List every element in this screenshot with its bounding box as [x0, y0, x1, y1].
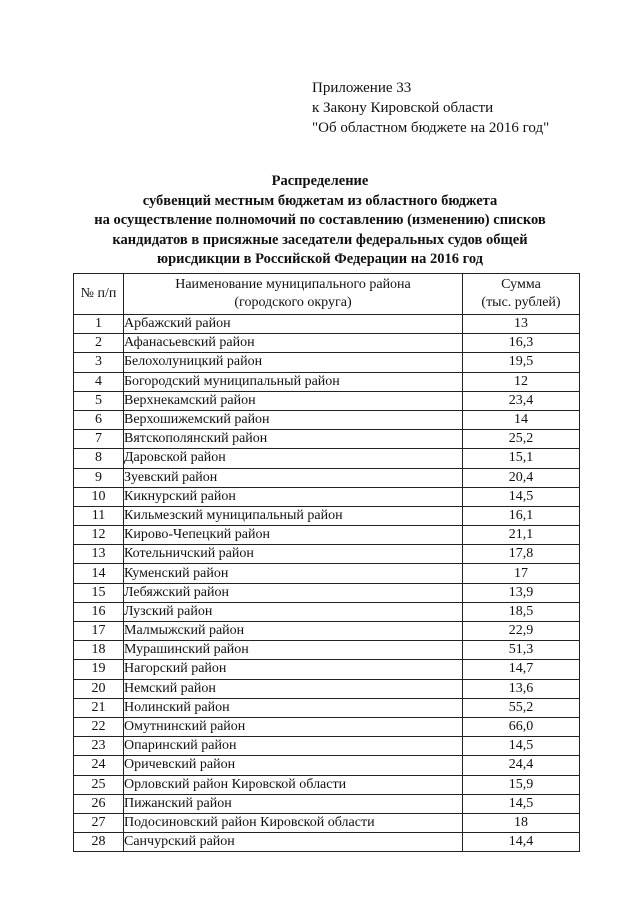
row-amount: 55,2	[463, 698, 580, 717]
row-amount: 22,9	[463, 622, 580, 641]
row-amount: 21,1	[463, 526, 580, 545]
row-district-name: Верхнекамский район	[124, 391, 463, 410]
row-district-name: Афанасьевский район	[124, 334, 463, 353]
table-row	[74, 794, 580, 813]
table-row	[74, 602, 580, 621]
row-number: 17	[74, 622, 124, 641]
row-number: 23	[74, 737, 124, 756]
row-number: 10	[74, 487, 124, 506]
row-district-name: Верхошижемский район	[124, 410, 463, 429]
table-row	[74, 449, 580, 468]
row-amount: 14,5	[463, 487, 580, 506]
row-amount: 16,1	[463, 506, 580, 525]
title-line-2: субвенций местным бюджетам из областного бюджета	[142, 192, 498, 209]
table-row	[74, 775, 580, 794]
row-number: 20	[74, 679, 124, 698]
row-district-name: Нагорский район	[124, 660, 463, 679]
header-sum-line2: (тыс. рублей)	[481, 295, 561, 310]
row-number: 5	[74, 391, 124, 410]
table-row	[74, 833, 580, 852]
table-row	[74, 564, 580, 583]
appendix-header	[312, 78, 549, 138]
table-row	[74, 430, 580, 449]
table-row	[74, 315, 580, 334]
table-row	[74, 756, 580, 775]
row-number: 14	[74, 564, 124, 583]
row-number: 11	[74, 506, 124, 525]
table-row	[74, 660, 580, 679]
row-number: 22	[74, 717, 124, 736]
row-district-name: Омутнинский район	[124, 717, 463, 736]
row-amount: 12	[463, 372, 580, 391]
row-amount: 66,0	[463, 717, 580, 736]
row-number: 24	[74, 756, 124, 775]
row-amount: 24,4	[463, 756, 580, 775]
row-amount: 14	[463, 410, 580, 429]
row-district-name: Пижанский район	[124, 794, 463, 813]
row-amount: 16,3	[463, 334, 580, 353]
row-number: 6	[74, 410, 124, 429]
row-amount: 15,9	[463, 775, 580, 794]
row-amount: 51,3	[463, 641, 580, 660]
table-row	[74, 526, 580, 545]
row-district-name: Богородский муниципальный район	[124, 372, 463, 391]
row-district-name: Подосиновский район Кировской области	[124, 813, 463, 832]
row-district-name: Куменский район	[124, 564, 463, 583]
row-amount: 14,4	[463, 833, 580, 852]
title-line-4: кандидатов в присяжные заседатели федеральных судов общей	[112, 231, 528, 248]
table-row	[74, 410, 580, 429]
header-sum-line1: Сумма	[501, 277, 541, 292]
table-row	[74, 391, 580, 410]
header-name	[124, 274, 463, 315]
row-amount: 20,4	[463, 468, 580, 487]
row-number: 28	[74, 833, 124, 852]
table-row	[74, 468, 580, 487]
table-row	[74, 545, 580, 564]
row-district-name: Малмыжский район	[124, 622, 463, 641]
table-row	[74, 353, 580, 372]
row-number: 25	[74, 775, 124, 794]
appendix-law-reference: к Закону Кировской области	[312, 100, 494, 116]
row-district-name: Немский район	[124, 679, 463, 698]
row-amount: 13,9	[463, 583, 580, 602]
table-row	[74, 641, 580, 660]
row-district-name: Арбажский район	[124, 315, 463, 334]
table-row	[74, 583, 580, 602]
row-district-name: Опаринский район	[124, 737, 463, 756]
table-row	[74, 737, 580, 756]
appendix-law-title: "Об областном бюджете на 2016 год"	[312, 120, 550, 136]
row-number: 3	[74, 353, 124, 372]
row-amount: 15,1	[463, 449, 580, 468]
row-district-name: Белохолуницкий район	[124, 353, 463, 372]
header-name-line1: Наименование муниципального района	[175, 277, 411, 292]
row-district-name: Оричевский район	[124, 756, 463, 775]
table-row	[74, 622, 580, 641]
appendix-number: Приложение 33	[312, 80, 412, 96]
table-row	[74, 487, 580, 506]
row-number: 18	[74, 641, 124, 660]
table-row	[74, 717, 580, 736]
row-amount: 13	[463, 315, 580, 334]
row-number: 26	[74, 794, 124, 813]
row-district-name: Вятскополянский район	[124, 430, 463, 449]
title-line-3: на осуществление полномочий по составлению (изменению) списков	[94, 212, 546, 228]
header-num-label: № п/п	[80, 286, 117, 301]
row-amount: 14,7	[463, 660, 580, 679]
row-number: 12	[74, 526, 124, 545]
distribution-table	[73, 273, 580, 852]
row-number: 21	[74, 698, 124, 717]
row-amount: 23,4	[463, 391, 580, 410]
row-number: 13	[74, 545, 124, 564]
row-district-name: Орловский район Кировской области	[124, 775, 463, 794]
row-number: 2	[74, 334, 124, 353]
header-num	[74, 274, 124, 315]
row-number: 9	[74, 468, 124, 487]
row-district-name: Кикнурский район	[124, 487, 463, 506]
title-line-5: юрисдикции в Российской Федерации на 2016 год	[157, 251, 483, 267]
row-number: 4	[74, 372, 124, 391]
row-amount: 17,8	[463, 545, 580, 564]
row-amount: 14,5	[463, 737, 580, 756]
header-sum	[463, 274, 580, 315]
row-amount: 17	[463, 564, 580, 583]
title-line-1: Распределение	[271, 173, 369, 189]
row-district-name: Лебяжский район	[124, 583, 463, 602]
row-number: 19	[74, 660, 124, 679]
row-district-name: Лузский район	[124, 602, 463, 621]
table-row	[74, 372, 580, 391]
row-district-name: Котельничский район	[124, 545, 463, 564]
row-amount: 18	[463, 813, 580, 832]
table-row	[74, 698, 580, 717]
row-number: 7	[74, 430, 124, 449]
row-number: 15	[74, 583, 124, 602]
header-name-line2: (городского округа)	[234, 295, 352, 310]
table-row	[74, 334, 580, 353]
row-district-name: Даровской район	[124, 449, 463, 468]
row-district-name: Кильмезский муниципальный район	[124, 506, 463, 525]
row-amount: 18,5	[463, 602, 580, 621]
row-number: 1	[74, 315, 124, 334]
row-district-name: Нолинский район	[124, 698, 463, 717]
table-body	[74, 315, 580, 852]
table-row	[74, 813, 580, 832]
row-amount: 25,2	[463, 430, 580, 449]
row-number: 27	[74, 813, 124, 832]
row-number: 8	[74, 449, 124, 468]
table-header-row	[74, 274, 580, 315]
row-district-name: Кирово-Чепецкий район	[124, 526, 463, 545]
row-amount: 14,5	[463, 794, 580, 813]
row-number: 16	[74, 602, 124, 621]
document-title	[40, 172, 600, 270]
row-district-name: Зуевский район	[124, 468, 463, 487]
row-district-name: Мурашинский район	[124, 641, 463, 660]
row-district-name: Санчурский район	[124, 833, 463, 852]
table-row	[74, 506, 580, 525]
row-amount: 19,5	[463, 353, 580, 372]
row-amount: 13,6	[463, 679, 580, 698]
table-row	[74, 679, 580, 698]
